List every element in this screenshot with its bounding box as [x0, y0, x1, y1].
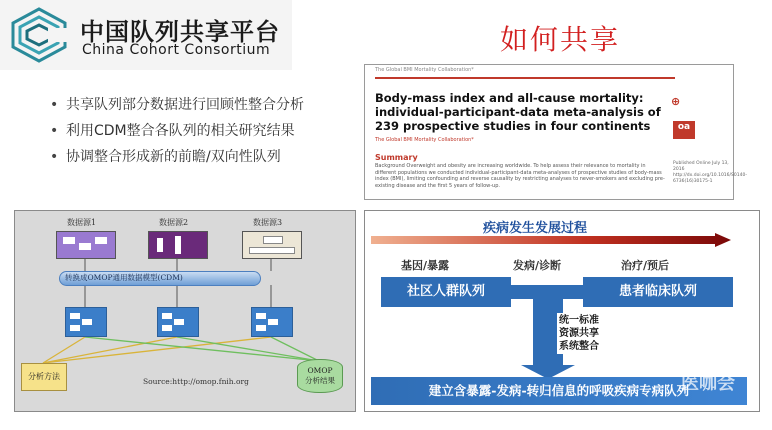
data-source-2-box [148, 231, 208, 259]
omop-result-line1: OMOP [307, 366, 333, 375]
logo-area [0, 0, 292, 70]
paper-authors: The Global BMI Mortality Collaboration* [375, 137, 474, 143]
specialty-cohort-bar: 建立含暴露-发病-转归信息的呼吸疾病专病队列 [371, 377, 747, 405]
paper-abstract: Background Overweight and obesity are increasing worldwide. To help assess their relevance to mortality in different populations we conducted individual-participant-data meta-analyses of prospective studies of body-mass index (BMI), limiting confounding and reverse causality by restricting analyses to never-smokers and excluding pre-existing disease and the first 5 years of follow-up. [375, 163, 665, 189]
cohort-logo-icon [8, 6, 70, 64]
omop-source-text: Source:http://omop.fnih.org [143, 377, 249, 386]
data-source-label: 数据源2 [159, 218, 189, 227]
stage-label: 基因/暴露 [401, 259, 450, 272]
stage-label: 发病/诊断 [513, 259, 562, 272]
unify-line: 系统整合 [559, 341, 599, 352]
progress-arrow-icon [371, 233, 731, 247]
omop-cdm-label: 转换成OMOP通用数据模型(CDM) [65, 273, 183, 282]
unify-line: 资源共享 [559, 328, 599, 339]
analysis-method-box: 分析方法 [21, 363, 67, 391]
data-source-3-box [242, 231, 302, 259]
data-source-label: 数据源3 [253, 218, 283, 227]
disease-process-panel [364, 210, 760, 412]
paper-kicker: The Global BMI Mortality Collaboration* [375, 67, 474, 73]
slide-title: 如何共享 [500, 23, 621, 56]
connector-bar [511, 285, 583, 299]
crossmark-icon: ⊕ [671, 95, 681, 108]
paper-title: Body-mass index and all-cause mortality: individual-participant-data meta-analysis of 239 prospective studies in four continents [375, 91, 661, 133]
omop-cdm-box [65, 307, 107, 337]
patient-cohort-box: 患者临床队列 [583, 277, 733, 307]
unify-line: 统一标准 [559, 315, 599, 326]
paper-side-note: Published Online July 13, 2016 http://dx.doi.org/10.1016/S0140-6736(16)30175-1 [673, 161, 747, 184]
bullet-item: • 共享队列部分数据进行回顾性整合分析 [46, 92, 356, 118]
paper-header-rule [375, 77, 675, 79]
paper-screenshot [364, 64, 747, 200]
omop-cdm-box [157, 307, 199, 337]
data-source-1-box [56, 231, 116, 259]
logo-chinese-name: 中国队列共享平台 [80, 18, 280, 46]
logo-english-name: China Cohort Consortium [82, 42, 271, 58]
bullet-item: • 协调整合形成新的前瞻/双向性队列 [46, 144, 356, 170]
community-cohort-box: 社区人群队列 [381, 277, 511, 307]
bullet-list [46, 92, 356, 170]
open-access-badge: oa [673, 121, 695, 139]
paper-summary-label: Summary [375, 153, 418, 162]
unify-text [557, 313, 601, 354]
watermark-logo: 医咖会 [681, 373, 735, 394]
omop-result-line2: 分析结果 [305, 376, 335, 385]
omop-result-cylinder [297, 359, 343, 393]
omop-diagram [14, 210, 356, 412]
disease-process-title: 疾病发生发展过程 [483, 221, 588, 236]
stage-label: 治疗/预后 [621, 259, 670, 272]
bullet-item: • 利用CDM整合各队列的相关研究结果 [46, 118, 356, 144]
data-source-label: 数据源1 [67, 218, 97, 227]
omop-cdm-box [251, 307, 293, 337]
